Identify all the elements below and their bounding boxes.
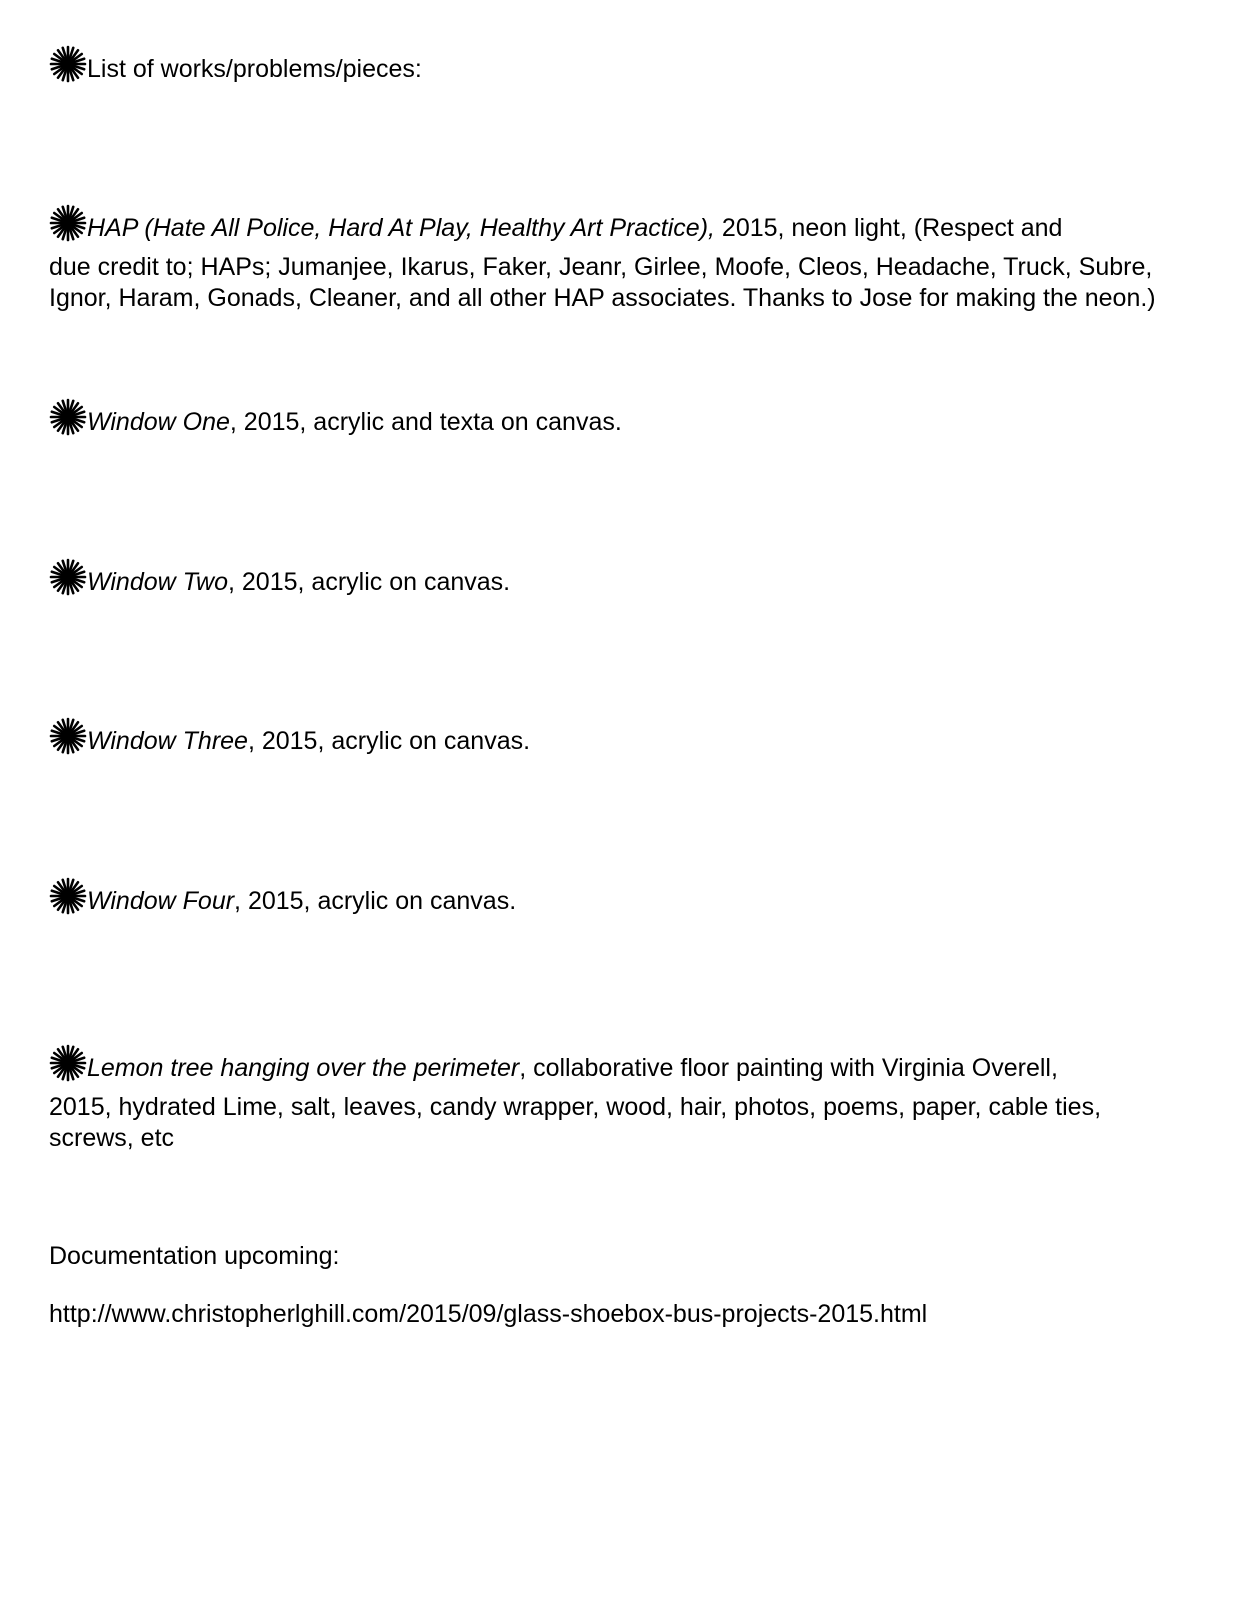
work-item [49, 877, 1174, 917]
starburst-svg [49, 204, 87, 242]
work-item [49, 204, 1174, 314]
work-details: , 2015, acrylic on canvas. [247, 727, 531, 755]
starburst-icon [49, 45, 87, 83]
work-details: , 2015, acrylic on canvas. [234, 887, 517, 915]
starburst-svg [49, 45, 87, 83]
work-title: Window One [87, 408, 230, 436]
starburst-icon [49, 398, 87, 436]
list-heading [49, 45, 1174, 85]
starburst-svg [49, 1044, 87, 1082]
heading-text: List of works/problems/pieces: [87, 55, 422, 83]
starburst-icon [49, 1044, 87, 1082]
starburst-icon [49, 558, 87, 596]
work-title: Window Two [87, 568, 229, 596]
work-title: Window Three [87, 727, 248, 755]
work-title: Lemon tree hanging over the perimeter [87, 1054, 520, 1082]
work-item [49, 1044, 1174, 1154]
work-title: Window Four [87, 887, 235, 915]
documentation-link[interactable]: http://www.christopherlghill.com/2015/09/glass-shoebox-bus-projects-2015.html [49, 1300, 928, 1328]
starburst-svg [49, 877, 87, 915]
work-item [49, 558, 1174, 598]
work-details: , 2015, acrylic on canvas. [228, 568, 511, 596]
work-details: 2015, neon light, (Respect and [714, 214, 1063, 242]
work-details: , 2015, acrylic and texta on canvas. [229, 408, 622, 436]
work-item [49, 398, 1174, 438]
starburst-svg [49, 398, 87, 436]
work-title: HAP (Hate All Police, Hard At Play, Healthy Art Practice), [87, 214, 715, 242]
starburst-icon [49, 204, 87, 242]
work-details: , collaborative floor painting with Virginia Overell, [519, 1054, 1058, 1082]
starburst-icon [49, 877, 87, 915]
starburst-svg [49, 558, 87, 596]
work-details-continued: due credit to; HAPs; Jumanjee, Ikarus, Faker, Jeanr, Girlee, Moofe, Cleos, Headache, Truck, Subre, Ignor, Haram, Gonads, Cleaner, and all other HAP associates. Thanks to Jose for making the neon.) [49, 253, 1156, 312]
work-item [49, 717, 1174, 757]
work-details-continued: 2015, hydrated Lime, salt, leaves, candy wrapper, wood, hair, photos, poems, paper, cable ties, screws, etc [49, 1093, 1102, 1152]
documentation-label: Documentation upcoming: [49, 1242, 340, 1270]
starburst-icon [49, 717, 87, 755]
starburst-svg [49, 717, 87, 755]
